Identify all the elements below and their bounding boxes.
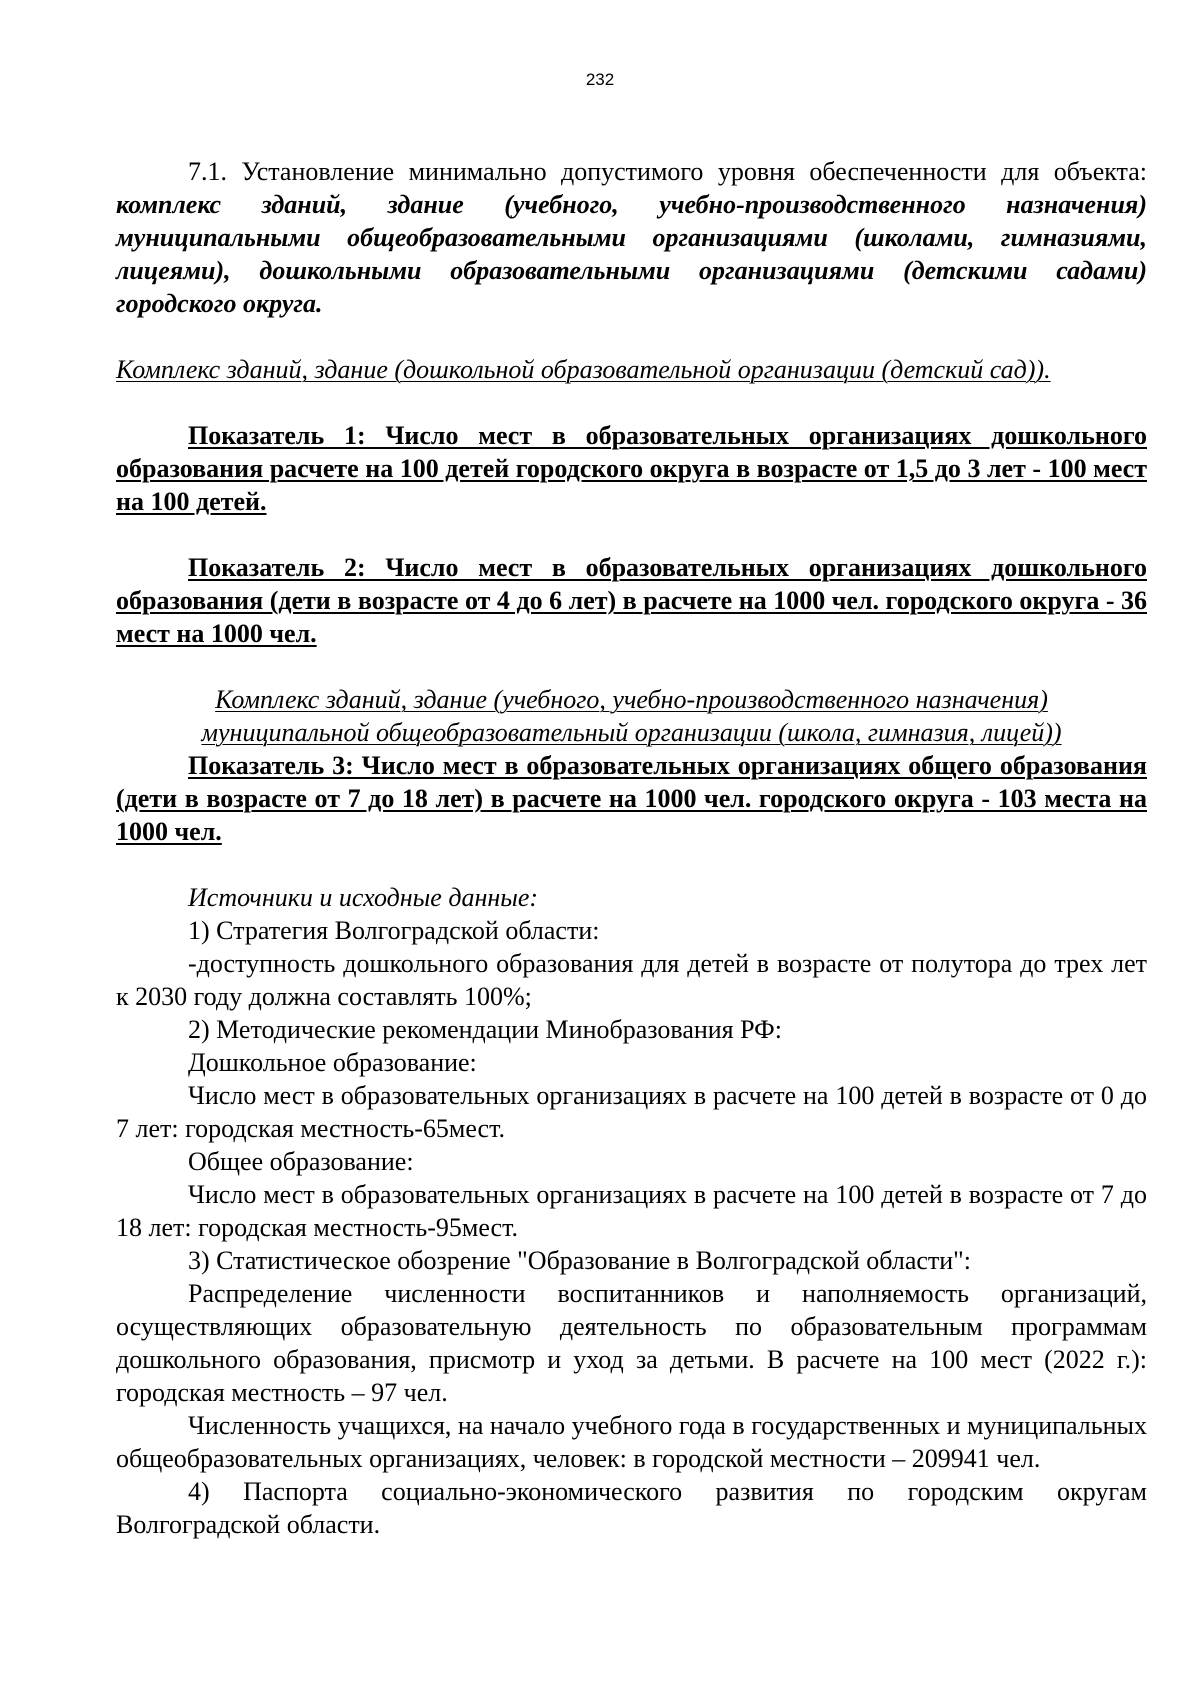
subheading-school-line-2: муниципальной общеобразовательный организации (школа, гимназия, лицей)) [201,718,1062,747]
section-lead-bold: комплекс зданий, здание (учебного, учебно-производственного назначения) муниципальными общеобразовательными организациями (школами, гимназиями, лицеями), дошкольными образовательными организациями (детскими садами) городского округа. [116,190,1147,318]
source-item: Число мест в образовательных организациях в расчете на 100 детей в возрасте от 7 до 18 лет: городская местность-95мест. [116,1180,1147,1242]
indicator-2: Показатель 2: Число мест в образовательных организациях дошкольного образования (дети в возрасте от 4 до 6 лет) в расчете на 1000 чел. городского округа - 36 мест на 1000 чел. [116,553,1147,648]
subheading-kindergarten: Комплекс зданий, здание (дошкольной образовательной организации (детский сад)). [116,355,1051,384]
document-body [116,155,1147,1541]
source-item: Общее образование: [188,1147,414,1176]
indicator-1: Показатель 1: Число мест в образовательных организациях дошкольного образования расчете на 100 детей городского округа в возрасте от 1,5 до 3 лет - 100 мест на 100 детей. [116,421,1147,516]
indicator-3: Показатель 3: Число мест в образовательных организациях общего образования (дети в возрасте от 7 до 18 лет) в расчете на 1000 чел. городского округа - 103 места на 1000 чел. [116,751,1147,846]
section-paragraph [116,155,1147,320]
source-item: 4) Паспорта социально-экономического развития по городским округам Волгоградской области. [116,1477,1147,1539]
sources-title: Источники и исходные данные: [188,883,539,912]
section-lead: 7.1. Установление минимально допустимого уровня обеспеченности для объекта: [188,157,1147,186]
source-item: 1) Стратегия Волгоградской области: [188,916,600,945]
source-item: 3) Статистическое обозрение "Образование в Волгоградской области": [188,1246,972,1275]
source-item: -доступность дошкольного образования для детей в возрасте от полутора до трех лет к 2030 году должна составлять 100%; [116,949,1147,1011]
source-item: Число мест в образовательных организациях в расчете на 100 детей в возрасте от 0 до 7 лет: городская местность-65мест. [116,1081,1147,1143]
source-item: Дошкольное образование: [188,1048,477,1077]
page-number: 232 [585,70,615,89]
source-item: Численность учащихся, на начало учебного года в государственных и муниципальных общеобразовательных организациях, человек: в городской местности – 209941 чел. [116,1411,1147,1473]
source-item: Распределение численности воспитанников и наполняемость организаций, осуществляющих образовательную деятельность по образовательным программам дошкольного образования, присмотр и уход за детьми. В расчете на 100 мест (2022 г.): городская местность – 97 чел. [116,1279,1147,1407]
subheading-school-line-1: Комплекс зданий, здание (учебного, учебно-производственного назначения) [215,685,1048,714]
source-item: 2) Методические рекомендации Минобразования РФ: [188,1015,782,1044]
